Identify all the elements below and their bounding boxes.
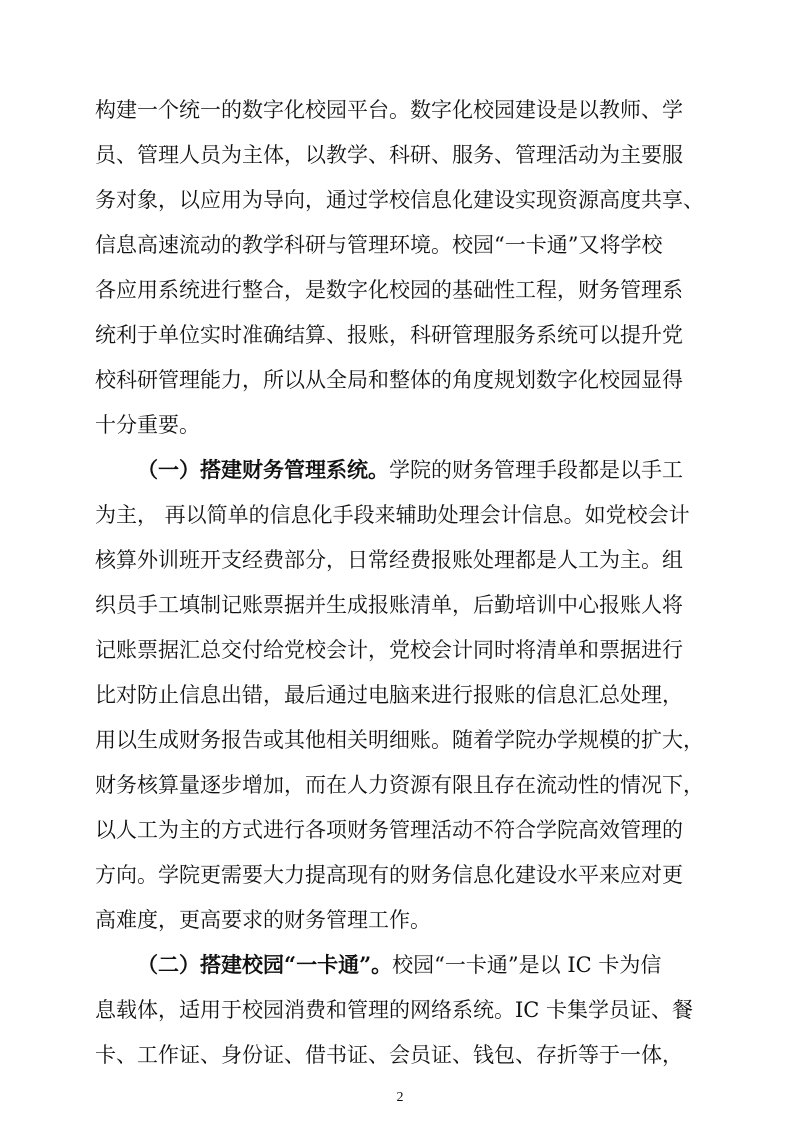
text-line-14: 比对防止信息出错，最后通过电脑来进行报账的信息汇总处理， xyxy=(95,683,683,707)
text-line-16: 财务核算量逐步增加，而在人力资源有限且存在流动性的情况下， xyxy=(95,773,704,797)
text-line-18: 方向。学院更需要大力提高现有的财务信息化建设水平来应对更 xyxy=(95,863,683,887)
text-line-11: 核算外训班开支经费部分，日常经费报账处理都是人工为主。组 xyxy=(95,548,683,572)
text-line-17: 以人工为主的方式进行各项财务管理活动不符合学院高效管理的 xyxy=(95,818,683,842)
section-text-campus-card: 校园“一卡通”是以 IC 卡为信 xyxy=(392,953,662,977)
section-text-finance: 学院的财务管理手段都是以手工 xyxy=(389,458,683,482)
text-line-19: 高难度，更高要求的财务管理工作。 xyxy=(95,908,431,932)
text-line-5: 各应用系统进行整合，是数字化校园的基础性工程，财务管理系 xyxy=(95,278,683,302)
text-line-15: 用以生成财务报告或其他相关明细账。随着学院办学规模的扩大， xyxy=(95,728,704,752)
text-line-10: 为主， 再以简单的信息化手段来辅助处理会计信息。如党校会计 xyxy=(95,503,690,527)
section-heading-finance: （一）搭建财务管理系统。 xyxy=(137,457,389,482)
section-heading-line-2 xyxy=(137,945,661,985)
text-line-21: 息载体，适用于校园消费和管理的网络系统。IC 卡集学员证、餐 xyxy=(95,998,694,1022)
section-heading-line-1 xyxy=(137,450,683,490)
text-line-22: 卡、工作证、身份证、借书证、会员证、钱包、存折等于一体， xyxy=(95,1043,683,1067)
text-line-13: 记账票据汇总交付给党校会计，党校会计同时将清单和票据进行 xyxy=(95,638,683,662)
text-line-6: 统利于单位实时准确结算、报账，科研管理服务系统可以提升党 xyxy=(95,323,683,347)
page-number: 2 xyxy=(396,1090,404,1105)
text-line-12: 织员手工填制记账票据并生成报账清单，后勤培训中心报账人将 xyxy=(95,593,683,617)
text-line-3: 务对象，以应用为导向，通过学校信息化建设实现资源高度共享、 xyxy=(95,188,704,212)
text-line-2: 员、管理人员为主体，以教学、科研、服务、管理活动为主要服 xyxy=(95,143,683,167)
text-line-7: 校科研管理能力，所以从全局和整体的角度规划数字化校园显得 xyxy=(95,368,683,392)
text-line-8: 十分重要。 xyxy=(95,413,200,437)
text-line-4: 信息高速流动的教学科研与管理环境。校园“一卡通”又将学校 xyxy=(95,233,663,257)
text-line-1: 构建一个统一的数字化校园平台。数字化校园建设是以教师、学 xyxy=(95,98,683,122)
section-heading-campus-card: （二）搭建校园“一卡通”。 xyxy=(137,952,393,977)
